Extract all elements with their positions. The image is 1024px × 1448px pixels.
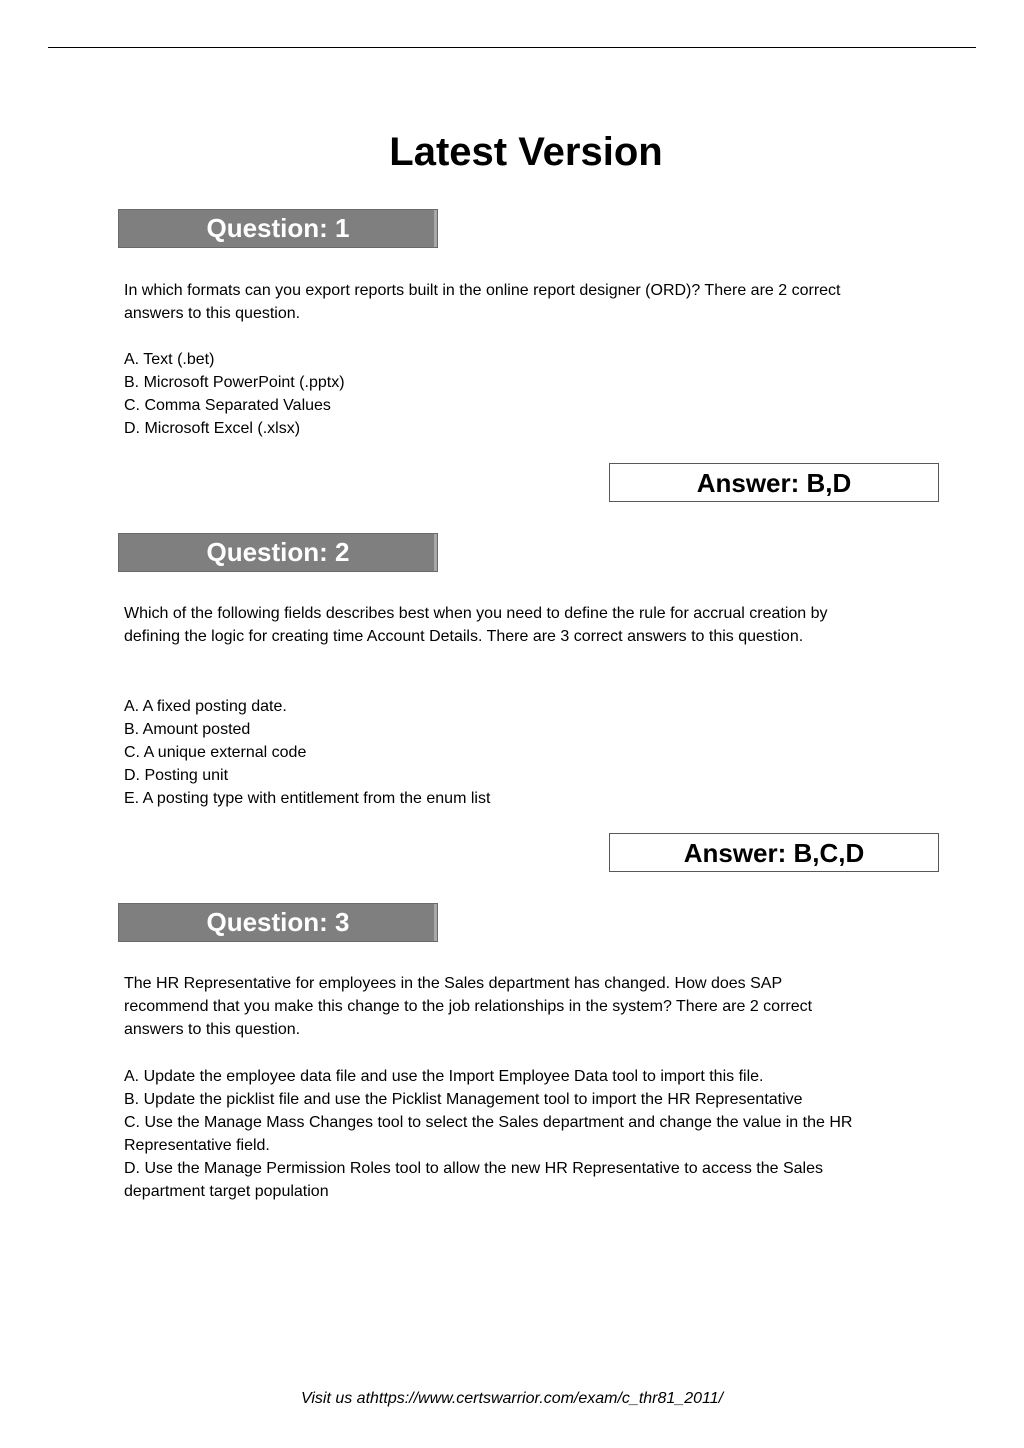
question-1-answer: Answer: B,D (609, 463, 939, 502)
question-1-option-b: B. Microsoft PowerPoint (.pptx) (124, 374, 345, 391)
question-1-text: In which formats can you export reports built in the online report designer (ORD)? There are 2 correct answers to this question. (124, 282, 841, 322)
question-3-text: The HR Representative for employees in the Sales department has changed. How does SAP recommend that you make this change to the job relationships in the system? There are 2 correct answers to this question. (124, 975, 813, 1038)
question-1-option-d: D. Microsoft Excel (.xlsx) (124, 420, 301, 437)
question-2-answer: Answer: B,C,D (609, 833, 939, 872)
question-1-options (124, 348, 844, 440)
question-2-header: Question: 2 (118, 533, 438, 572)
question-3-option-a: A. Update the employee data file and use the Import Employee Data tool to import this file. (124, 1068, 764, 1085)
question-3-option-c: C. Use the Manage Mass Changes tool to select the Sales department and change the value in the HR Representative field. (124, 1114, 853, 1154)
question-1-header: Question: 1 (118, 209, 438, 248)
question-2-option-d: D. Posting unit (124, 767, 229, 784)
question-3-options (124, 1065, 854, 1203)
question-2-option-b: B. Amount posted (124, 721, 251, 738)
question-3-option-d: D. Use the Manage Permission Roles tool to allow the new HR Representative to access the Sales department target population (124, 1160, 824, 1200)
page-title: Latest Version (389, 130, 663, 174)
question-3-header: Question: 3 (118, 903, 438, 942)
question-1-option-a: A. Text (.bet) (124, 351, 215, 368)
question-2-option-c: C. A unique external code (124, 744, 307, 761)
question-3-option-b: B. Update the picklist file and use the Picklist Management tool to import the HR Representative (124, 1091, 803, 1108)
question-1-option-c: C. Comma Separated Values (124, 397, 331, 414)
question-2-option-a: A. A fixed posting date. (124, 698, 287, 715)
question-2-option-e: E. A posting type with entitlement from the enum list (124, 790, 491, 807)
question-2-text: Which of the following fields describes best when you need to define the rule for accrual creation by defining the logic for creating time Account Details. There are 3 correct answers to this question. (124, 605, 828, 645)
question-2-options (124, 695, 844, 810)
footer-link-text: Visit us athttps://www.certswarrior.com/exam/c_thr81_2011/ (300, 1390, 724, 1407)
top-divider (48, 47, 976, 48)
